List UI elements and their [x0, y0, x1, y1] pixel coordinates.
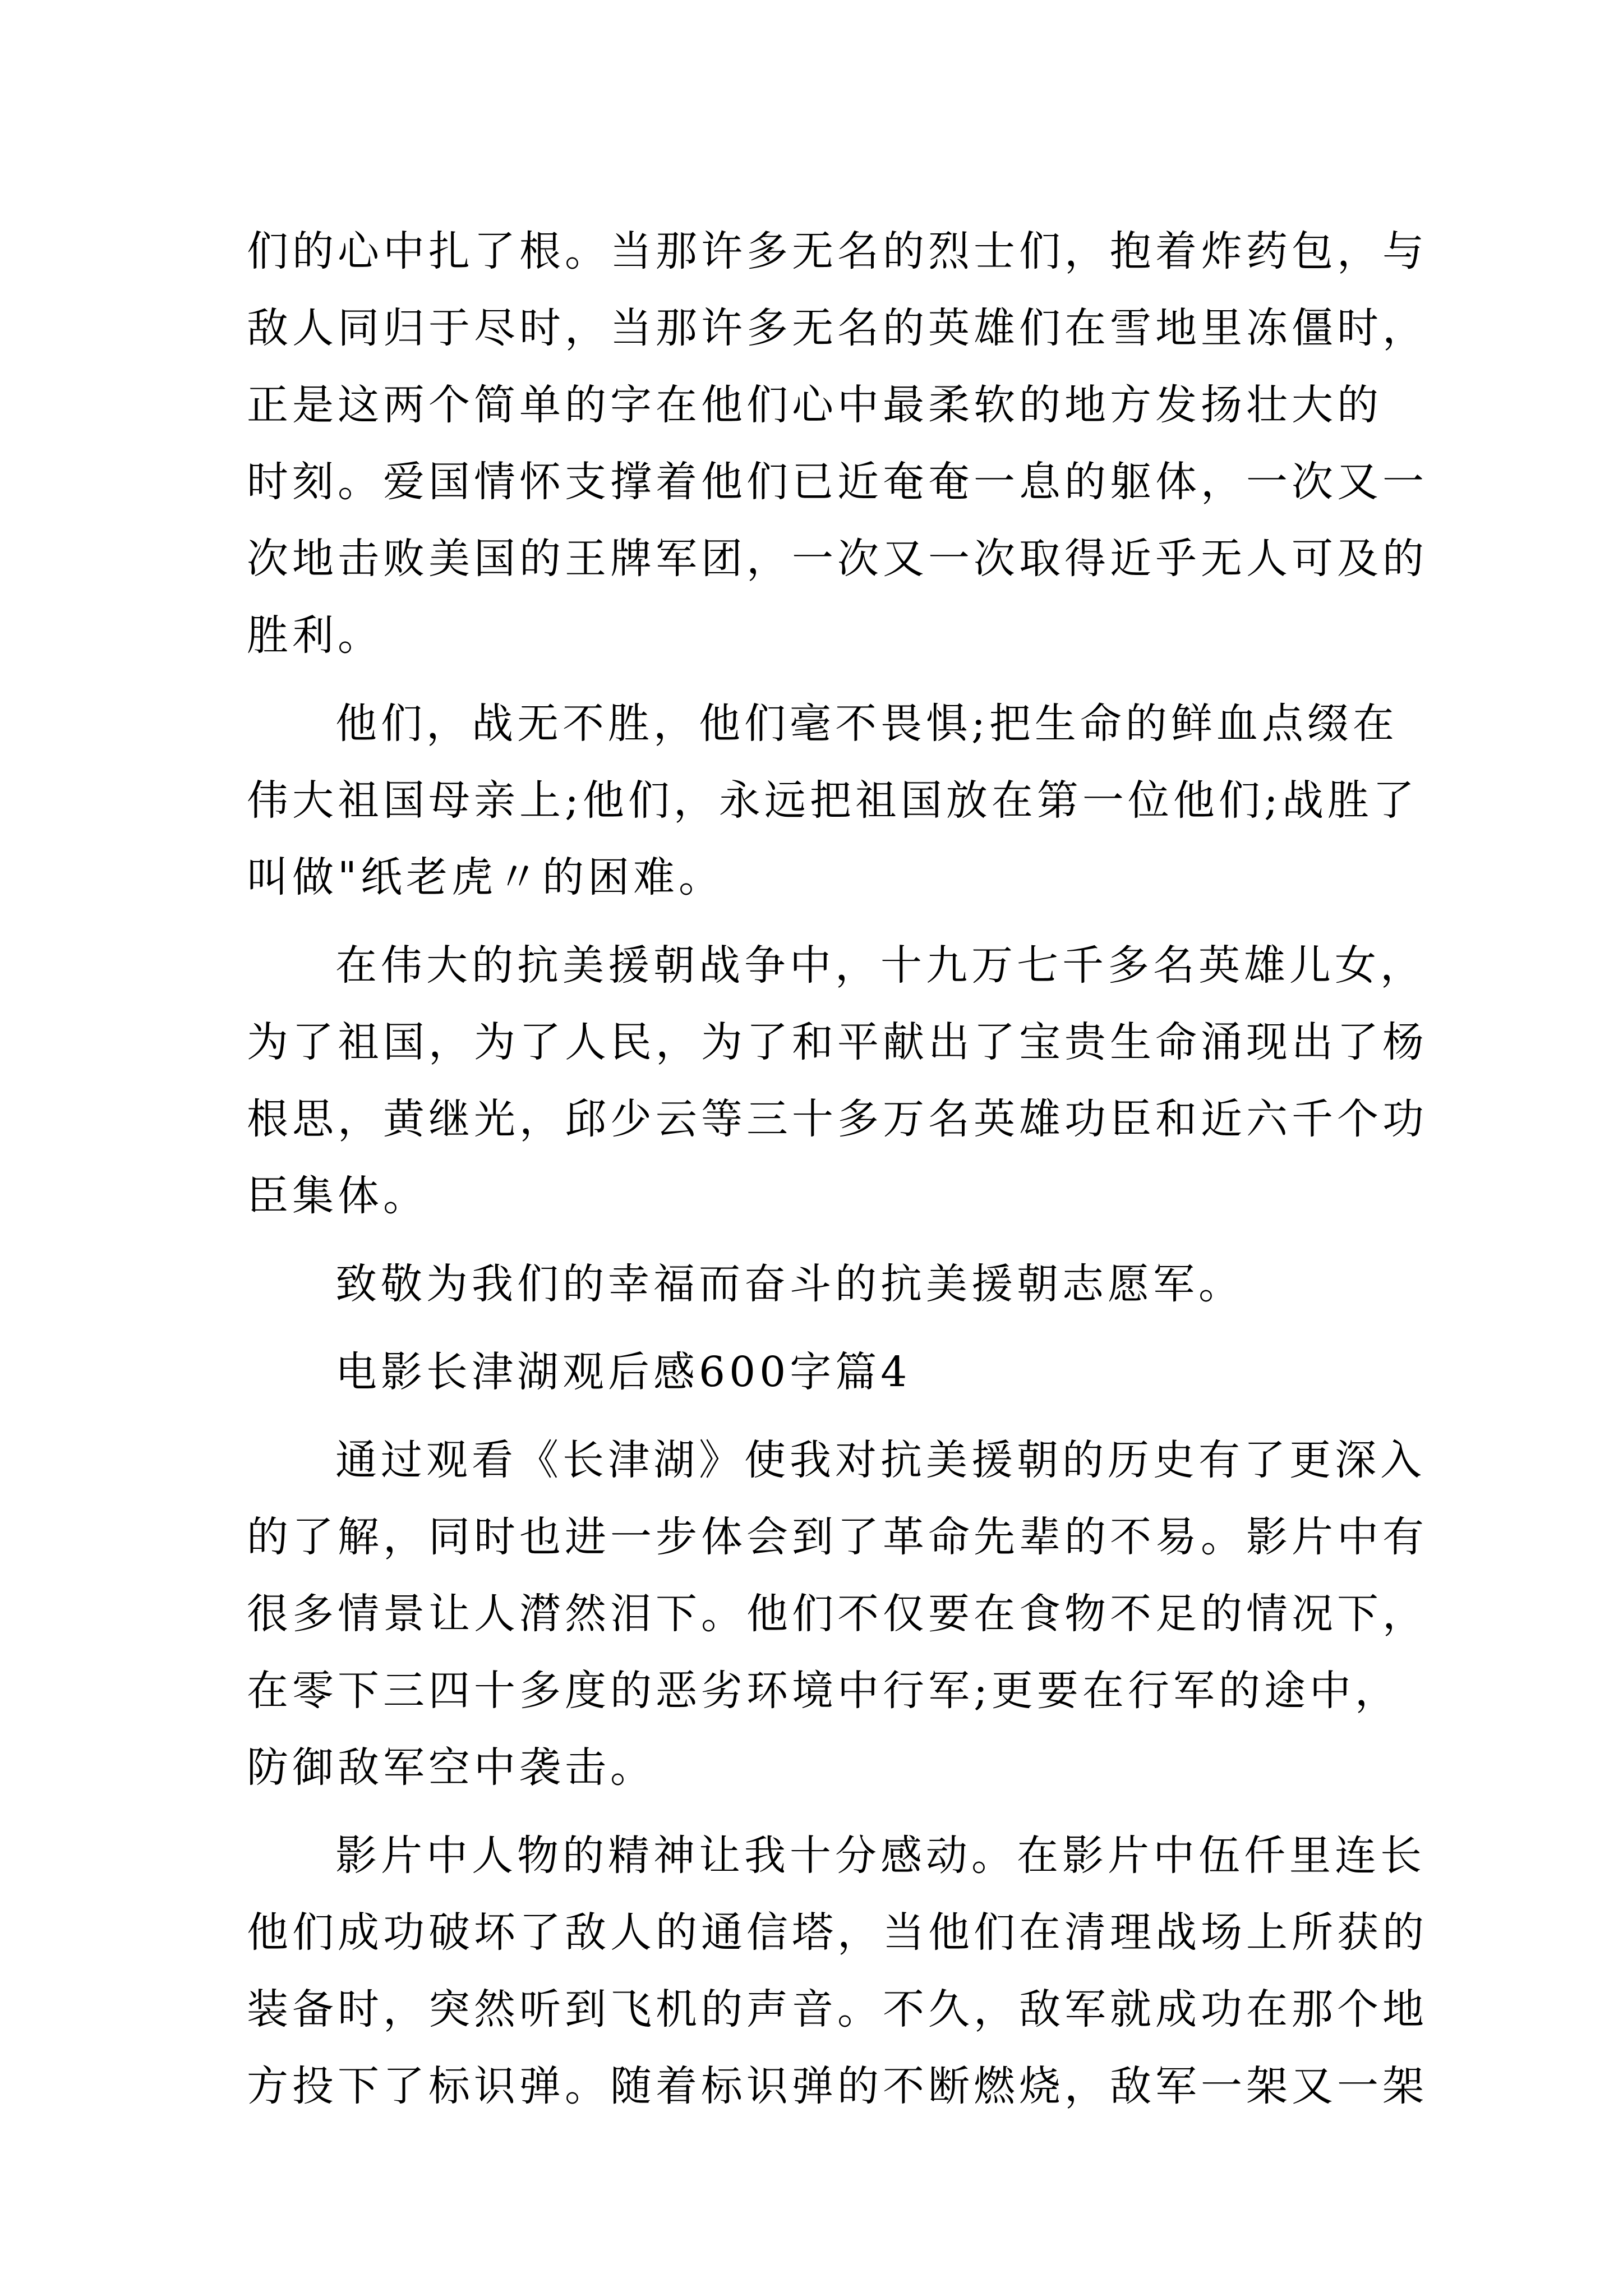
text-line: 时刻。爱国情怀支撑着他们已近奄奄一息的躯体，一次又一 — [247, 458, 1428, 506]
text-line: 们的心中扎了根。当那许多无名的烈士们，抱着炸药包，与 — [247, 227, 1428, 275]
text-line: 伟大祖国母亲上;他们，永远把祖国放在第一位他们;战胜了 — [247, 776, 1418, 825]
text-line: 很多情景让人潸然泪下。他们不仅要在食物不足的情况下， — [247, 1590, 1428, 1638]
text-line: 在伟大的抗美援朝战争中，十九万七千多名英雄儿女， — [335, 941, 1426, 990]
text-line: 次地击败美国的王牌军团，一次又一次取得近乎无人可及的 — [247, 535, 1428, 583]
text-line: 臣集体。 — [247, 1172, 428, 1220]
text-line: 致敬为我们的幸福而奋斗的抗美援朝志愿军。 — [335, 1260, 1244, 1308]
text-line: 根思，黄继光，邱少云等三十多万名英雄功臣和近六千个功 — [247, 1095, 1428, 1143]
section-heading: 电影长津湖观后感600字篇4 — [335, 1348, 911, 1396]
document-body — [247, 213, 1428, 2125]
text-line: 影片中人物的精神让我十分感动。在影片中伍仟里连长 — [335, 1832, 1426, 1880]
text-line: 通过观看《长津湖》使我对抗美援朝的历史有了更深入 — [335, 1436, 1426, 1484]
text-line: 正是这两个简单的字在他们心中最柔软的地方发扬壮大的 — [247, 381, 1382, 429]
text-line: 装备时，突然听到飞机的声音。不久，敌军就成功在那个地 — [247, 1985, 1428, 2033]
text-line: 敌人同归于尽时，当那许多无名的英雄们在雪地里冻僵时， — [247, 304, 1428, 352]
text-line: 的了解，同时也进一步体会到了革命先辈的不易。影片中有 — [247, 1513, 1428, 1561]
text-line: 他们成功破坏了敌人的通信塔，当他们在清理战场上所获的 — [247, 1908, 1428, 1957]
text-line: 为了祖国，为了人民，为了和平献出了宝贵生命涌现出了杨 — [247, 1018, 1428, 1066]
text-line: 方投下了标识弹。随着标识弹的不断燃烧，敌军一架又一架 — [247, 2062, 1428, 2110]
text-line: 胜利。 — [247, 611, 383, 660]
text-line: 防御敌军空中袭击。 — [247, 1743, 656, 1792]
text-line: 叫做"纸老虎〃的困难。 — [247, 853, 725, 901]
text-line: 他们，战无不胜，他们毫不畏惧;把生命的鲜血点缀在 — [335, 700, 1398, 748]
text-line: 在零下三四十多度的恶劣环境中行军;更要在行军的途中， — [247, 1667, 1400, 1715]
